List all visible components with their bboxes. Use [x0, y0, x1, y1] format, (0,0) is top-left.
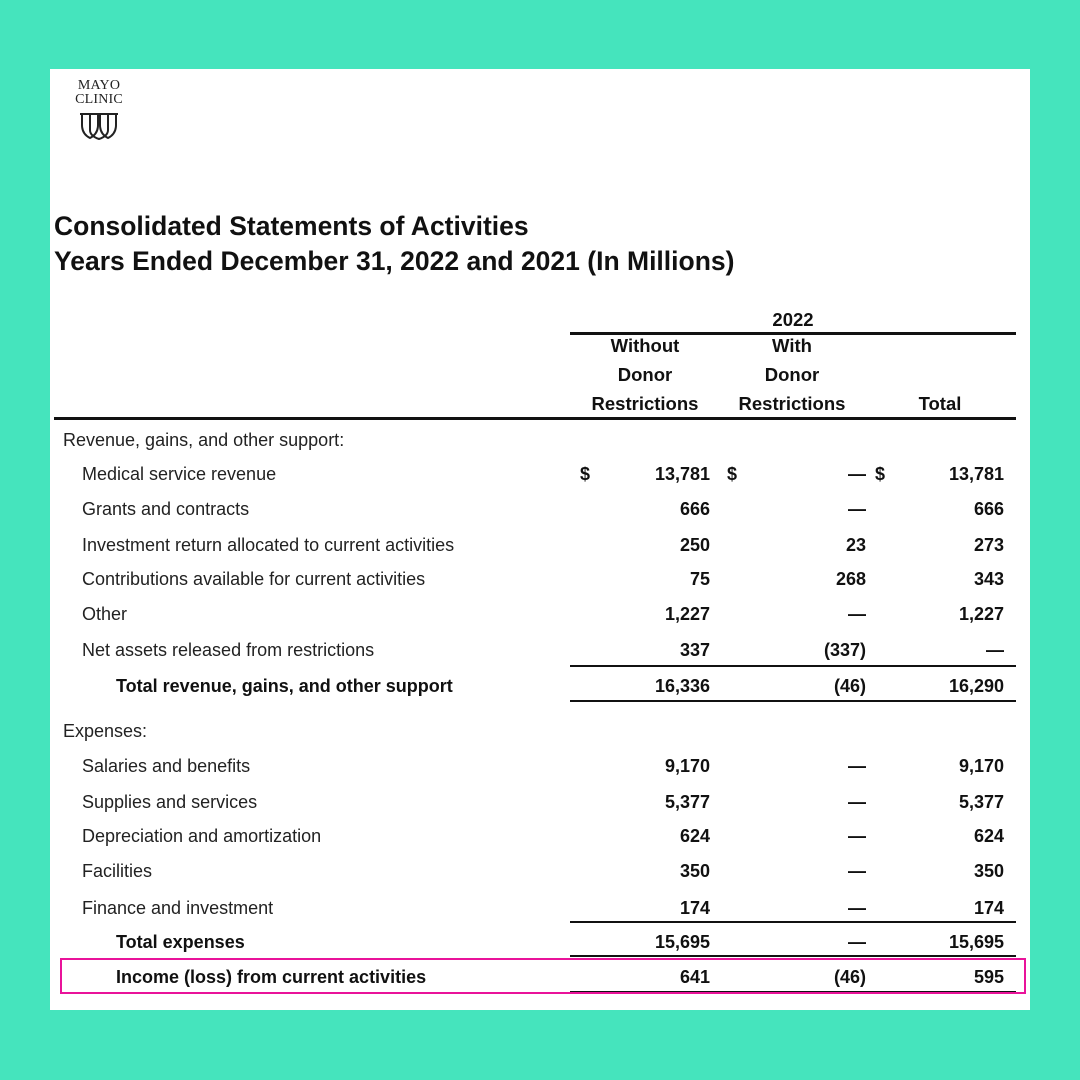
cell-without-donor: 15,695: [654, 932, 710, 952]
header-bottom-rule: [54, 417, 1016, 420]
cell-with-donor: —: [848, 932, 866, 952]
cell-total: 9,170: [958, 756, 1004, 776]
row-label: Total expenses: [116, 932, 245, 952]
row-label: Income (loss) from current activities: [116, 967, 427, 987]
statement-card: [50, 69, 1030, 1010]
cell-total: 350: [973, 861, 1004, 881]
cell-with-donor: 23: [845, 535, 866, 555]
expenses-section-heading: Expenses:: [63, 721, 148, 741]
row-label: Salaries and benefits: [82, 756, 251, 776]
header-col2-line1: With: [772, 335, 812, 356]
row-label: Supplies and services: [82, 792, 258, 812]
cell-with-donor: —: [848, 898, 866, 918]
cell-with-donor: (337): [823, 640, 866, 660]
cell-total: 16,290: [948, 676, 1004, 696]
header-year: 2022: [772, 309, 814, 330]
cell-with-donor: (46): [833, 676, 866, 696]
cell-without-donor: 75: [689, 569, 710, 589]
header-col-total: Total: [918, 393, 962, 414]
cell-with-donor: —: [848, 499, 866, 519]
statement-title: [54, 209, 734, 279]
mayo-clinic-logo: [64, 79, 134, 140]
header-col2-line3: Restrictions: [738, 393, 846, 414]
total-rule: [570, 955, 1016, 957]
header-col-with-donor: [726, 331, 858, 418]
cell-total: —: [986, 640, 1004, 660]
cell-total: 1,227: [958, 604, 1004, 624]
currency-symbol: $: [875, 464, 886, 484]
row-label: Net assets released from restrictions: [82, 640, 375, 660]
cell-with-donor: (46): [833, 967, 866, 987]
cell-with-donor: —: [848, 464, 866, 484]
row-label: Investment return allocated to current activities: [82, 535, 455, 555]
title-line-2: Years Ended December 31, 2022 and 2021 (In Millions): [54, 246, 735, 276]
cell-without-donor: 9,170: [664, 756, 710, 776]
cell-with-donor: —: [848, 792, 866, 812]
cell-total: 595: [973, 967, 1004, 987]
header-col2-line2: Donor: [764, 364, 820, 385]
cell-with-donor: —: [848, 826, 866, 846]
header-col1-line3: Restrictions: [591, 393, 699, 414]
subtotal-rule: [570, 665, 1016, 667]
currency-symbol: $: [727, 464, 738, 484]
total-rule: [570, 700, 1016, 702]
cell-without-donor: 174: [679, 898, 710, 918]
cell-total: 15,695: [948, 932, 1004, 952]
cell-total: 343: [973, 569, 1004, 589]
cell-total: 624: [973, 826, 1004, 846]
cell-total: 13,781: [948, 464, 1004, 484]
header-col-without-donor: [580, 331, 710, 418]
logo-text-line1: MAYO: [77, 78, 121, 93]
row-label: Grants and contracts: [82, 499, 250, 519]
cell-with-donor: 268: [835, 569, 866, 589]
cell-total: 273: [973, 535, 1004, 555]
cell-with-donor: —: [848, 756, 866, 776]
header-col1-line1: Without: [610, 335, 680, 356]
revenue-section-heading: Revenue, gains, and other support:: [63, 430, 345, 450]
cell-total: 666: [973, 499, 1004, 519]
title-line-1: Consolidated Statements of Activities: [54, 211, 529, 241]
cell-without-donor: 250: [679, 535, 710, 555]
cell-with-donor: —: [848, 604, 866, 624]
cell-without-donor: 13,781: [654, 464, 710, 484]
cell-without-donor: 641: [679, 967, 710, 987]
cell-without-donor: 16,336: [654, 676, 710, 696]
row-label: Finance and investment: [82, 898, 274, 918]
row-label: Medical service revenue: [82, 464, 277, 484]
cell-without-donor: 337: [679, 640, 710, 660]
row-label: Contributions available for current activities: [82, 569, 426, 589]
row-label: Facilities: [82, 861, 153, 881]
cell-without-donor: 666: [679, 499, 710, 519]
row-label: Depreciation and amortization: [82, 826, 322, 846]
currency-symbol: $: [580, 464, 591, 484]
cell-total: 174: [973, 898, 1004, 918]
row-label: Other: [82, 604, 128, 624]
cell-without-donor: 5,377: [664, 792, 710, 812]
subtotal-rule: [570, 921, 1016, 923]
cell-total: 5,377: [958, 792, 1004, 812]
row-label: Total revenue, gains, and other support: [116, 676, 453, 696]
three-shields-icon: [77, 110, 121, 140]
cell-without-donor: 624: [679, 826, 710, 846]
cell-without-donor: 350: [679, 861, 710, 881]
income-highlight-box: [60, 958, 1026, 994]
header-col1-line2: Donor: [617, 364, 673, 385]
cell-with-donor: —: [848, 861, 866, 881]
cell-without-donor: 1,227: [664, 604, 710, 624]
logo-text-line2: CLINIC: [75, 92, 123, 107]
